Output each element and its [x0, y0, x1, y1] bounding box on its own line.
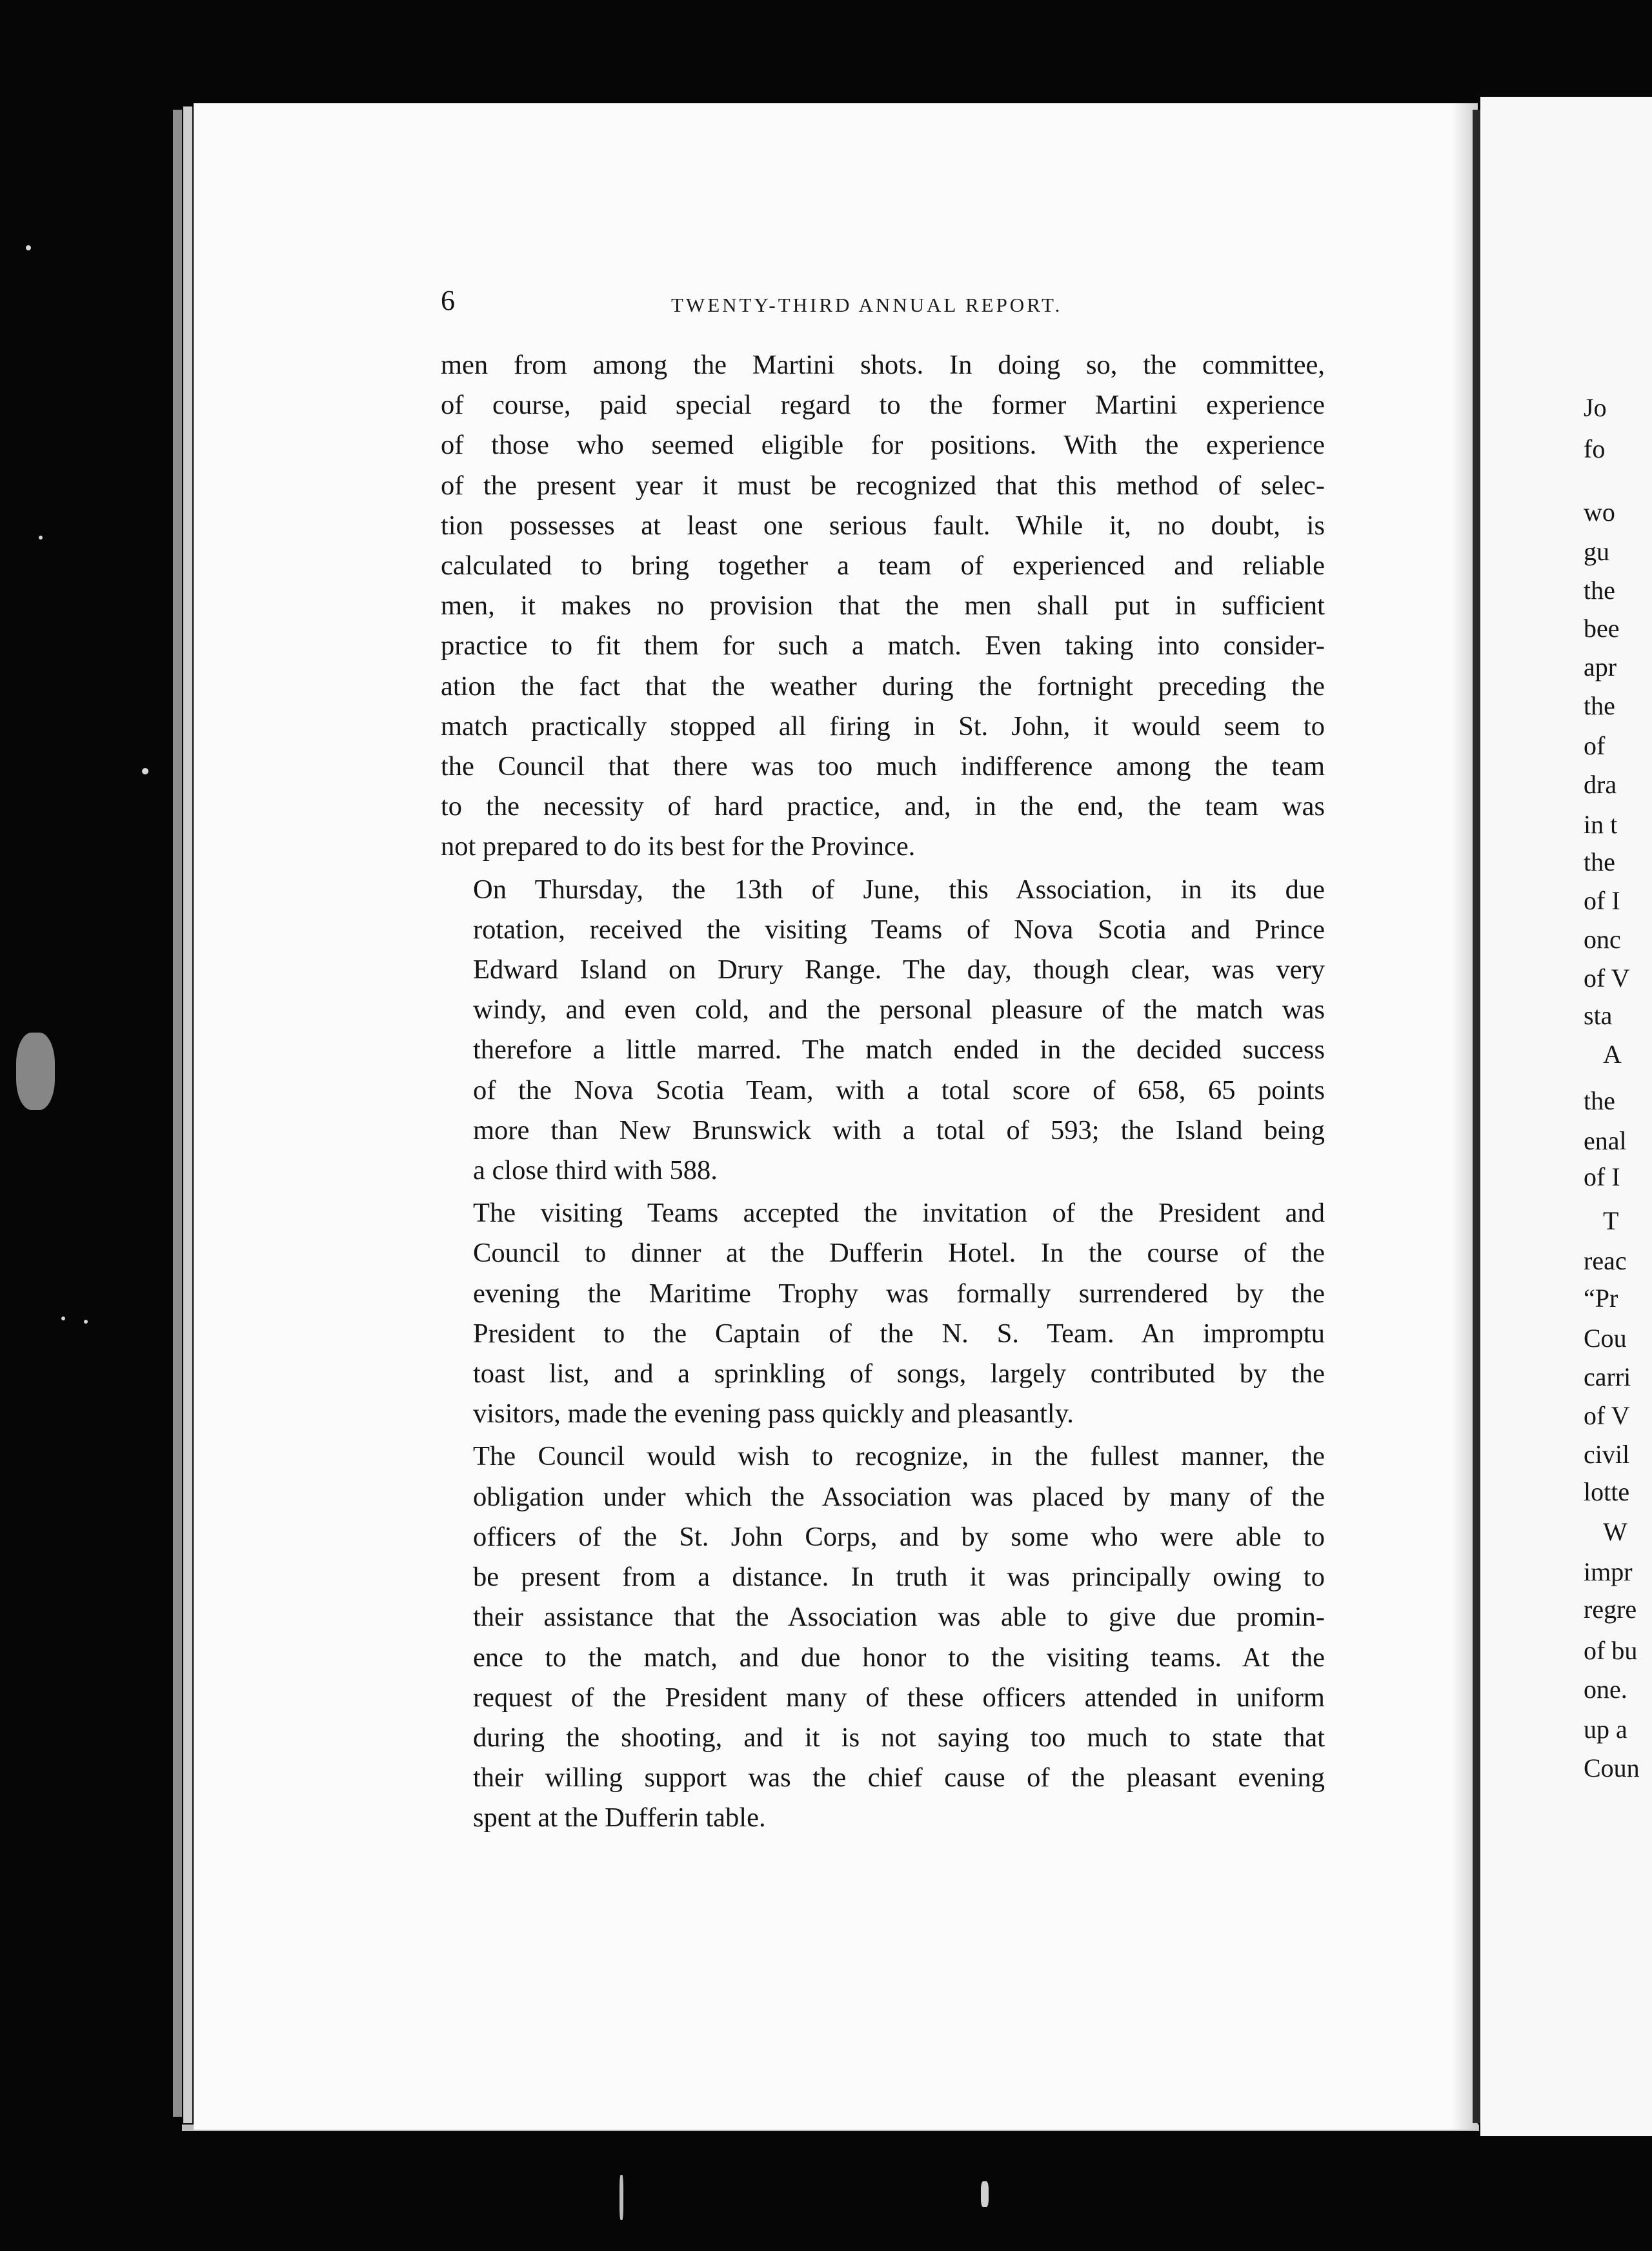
paragraph-1 — [441, 345, 1325, 867]
facing-page-line-fragment: apr — [1584, 652, 1617, 681]
text-line: match practically stopped all firing in St. John, it would seem to — [441, 711, 1325, 742]
text-line: not prepared to do its best for the Province. — [441, 831, 916, 862]
body-text — [441, 345, 1325, 1839]
facing-page-line-fragment: of V — [1584, 964, 1630, 993]
text-line: President to the Captain of the N. S. Team. An impromptu — [473, 1318, 1325, 1349]
running-title: TWENTY-THIRD ANNUAL REPORT. — [671, 294, 1063, 316]
text-line: their willing support was the chief cause of the pleasant evening — [473, 1762, 1325, 1793]
page-fold — [1473, 110, 1480, 2123]
facing-page-line-fragment: A — [1603, 1040, 1622, 1069]
facing-page-line-fragment: impr — [1584, 1557, 1633, 1586]
text-line: windy, and even cold, and the personal pleasure of the match was — [473, 994, 1325, 1025]
text-line: a close third with 588. — [473, 1155, 718, 1186]
text-line: visitors, made the evening pass quickly and pleasantly. — [473, 1398, 1074, 1429]
facing-page-line-fragment: lotte — [1584, 1477, 1630, 1506]
text-line: ence to the match, and due honor to the visiting teams. At the — [473, 1642, 1325, 1673]
text-line: toast list, and a sprinkling of songs, largely contributed by the — [473, 1358, 1325, 1389]
text-line: spent at the Dufferin table. — [473, 1802, 766, 1833]
text-line: men, it makes no provision that the men shall put in sufficient — [441, 591, 1325, 621]
text-line: calculated to bring together a team of experienced and reliable — [441, 550, 1325, 581]
text-line: evening the Maritime Trophy was formally surrendered by the — [473, 1278, 1325, 1309]
text-line: men from among the Martini shots. In doing so, the committee, — [441, 350, 1325, 380]
facing-page-line-fragment: bee — [1584, 614, 1620, 643]
facing-page-line-fragment: of bu — [1584, 1636, 1638, 1665]
text-line: officers of the St. John Corps, and by some who were able to — [473, 1521, 1325, 1552]
text-line: be present from a distance. In truth it was principally owing to — [473, 1562, 1325, 1593]
text-line: ation the fact that the weather during the fortnight preceding the — [441, 671, 1325, 702]
text-line: Edward Island on Drury Range. The day, though clear, was very — [473, 954, 1325, 985]
facing-page-line-fragment: dra — [1584, 770, 1617, 799]
facing-page-line-fragment: one. — [1584, 1675, 1627, 1704]
book-edge-left — [173, 110, 182, 2117]
text-line: The visiting Teams accepted the invitation of the President and — [473, 1198, 1325, 1229]
facing-page-line-fragment: wo — [1584, 498, 1615, 527]
facing-page-line-fragment: Coun — [1584, 1753, 1640, 1782]
facing-page-line-fragment: up a — [1584, 1715, 1627, 1744]
text-line: more than New Brunswick with a total of 593; the Island being — [473, 1115, 1325, 1146]
facing-page-line-fragment: of V — [1584, 1401, 1630, 1430]
facing-page-line-fragment: the — [1584, 1086, 1615, 1115]
text-line: the Council that there was too much indifference among the team — [441, 751, 1325, 782]
text-line: obligation under which the Association was placed by many of the — [473, 1481, 1325, 1512]
facing-page-line-fragment: “Pr — [1584, 1284, 1618, 1313]
text-line: to the necessity of hard practice, and, in the end, the team was — [441, 791, 1325, 822]
book-edge-left-inner — [183, 106, 192, 2123]
facing-page-line-fragment: the — [1584, 691, 1615, 720]
page-number: 6 — [441, 285, 455, 316]
facing-page-line-fragment: reac — [1584, 1246, 1627, 1275]
facing-page-line-fragment: in t — [1584, 810, 1618, 839]
dust-speck — [61, 1317, 65, 1320]
facing-page-line-fragment: Cou — [1584, 1324, 1627, 1353]
facing-page-line-fragment: onc — [1584, 925, 1621, 954]
dust-speck — [981, 2181, 989, 2207]
facing-page-line-fragment: of I — [1584, 886, 1620, 915]
facing-page-line-fragment: regre — [1584, 1595, 1637, 1624]
text-line: their assistance that the Association was able to give due promin- — [473, 1602, 1325, 1633]
text-line: The Council would wish to recognize, in the fullest manner, the — [473, 1441, 1325, 1472]
text-line: of the present year it must be recognized that this method of selec- — [441, 470, 1325, 501]
facing-page-line-fragment: of I — [1584, 1162, 1620, 1191]
text-line: during the shooting, and it is not saying too much to state that — [473, 1722, 1325, 1753]
facing-page-line-fragment: Jo — [1584, 393, 1607, 422]
text-line: of those who seemed eligible for positions. With the experience — [441, 430, 1325, 461]
dust-speck — [39, 536, 43, 540]
text-line: therefore a little marred. The match ended in the decided success — [473, 1035, 1325, 1065]
text-line: practice to fit them for such a match. Even taking into consider- — [441, 631, 1325, 661]
facing-page-line-fragment: enal — [1584, 1126, 1627, 1155]
dust-speck — [26, 245, 31, 250]
text-line: request of the President many of these officers attended in uniform — [473, 1682, 1325, 1713]
facing-page-line-fragment: the — [1584, 847, 1615, 876]
facing-page-line-fragment: W — [1603, 1517, 1627, 1546]
text-line: of the Nova Scotia Team, with a total score of 658, 65 points — [473, 1075, 1325, 1105]
text-line: of course, paid special regard to the former Martini experience — [441, 390, 1325, 421]
dust-speck — [16, 1033, 55, 1110]
dust-speck — [84, 1320, 88, 1324]
facing-page-line-fragment: of — [1584, 731, 1606, 760]
facing-page-line-fragment: fo — [1584, 434, 1606, 463]
text-line: On Thursday, the 13th of June, this Association, in its due — [473, 874, 1325, 905]
facing-page-line-fragment: the — [1584, 576, 1615, 605]
facing-page-line-fragment: carri — [1584, 1362, 1631, 1391]
facing-page-line-fragment: gu — [1584, 537, 1609, 566]
text-line: tion possesses at least one serious fault. While it, no doubt, is — [441, 510, 1325, 541]
facing-page-line-fragment: sta — [1584, 1001, 1613, 1030]
text-line: rotation, received the visiting Teams of Nova Scotia and Prince — [473, 914, 1325, 945]
paragraph-4 — [441, 1437, 1325, 1838]
dust-speck — [142, 768, 148, 774]
paragraph-2 — [441, 870, 1325, 1191]
right-page — [1480, 97, 1652, 2136]
facing-page-line-fragment: civil — [1584, 1440, 1630, 1469]
facing-page-line-fragment: T — [1603, 1206, 1619, 1235]
dust-speck — [620, 2175, 623, 2220]
paragraph-3 — [441, 1193, 1325, 1434]
text-line: Council to dinner at the Dufferin Hotel. In the course of the — [473, 1238, 1325, 1269]
